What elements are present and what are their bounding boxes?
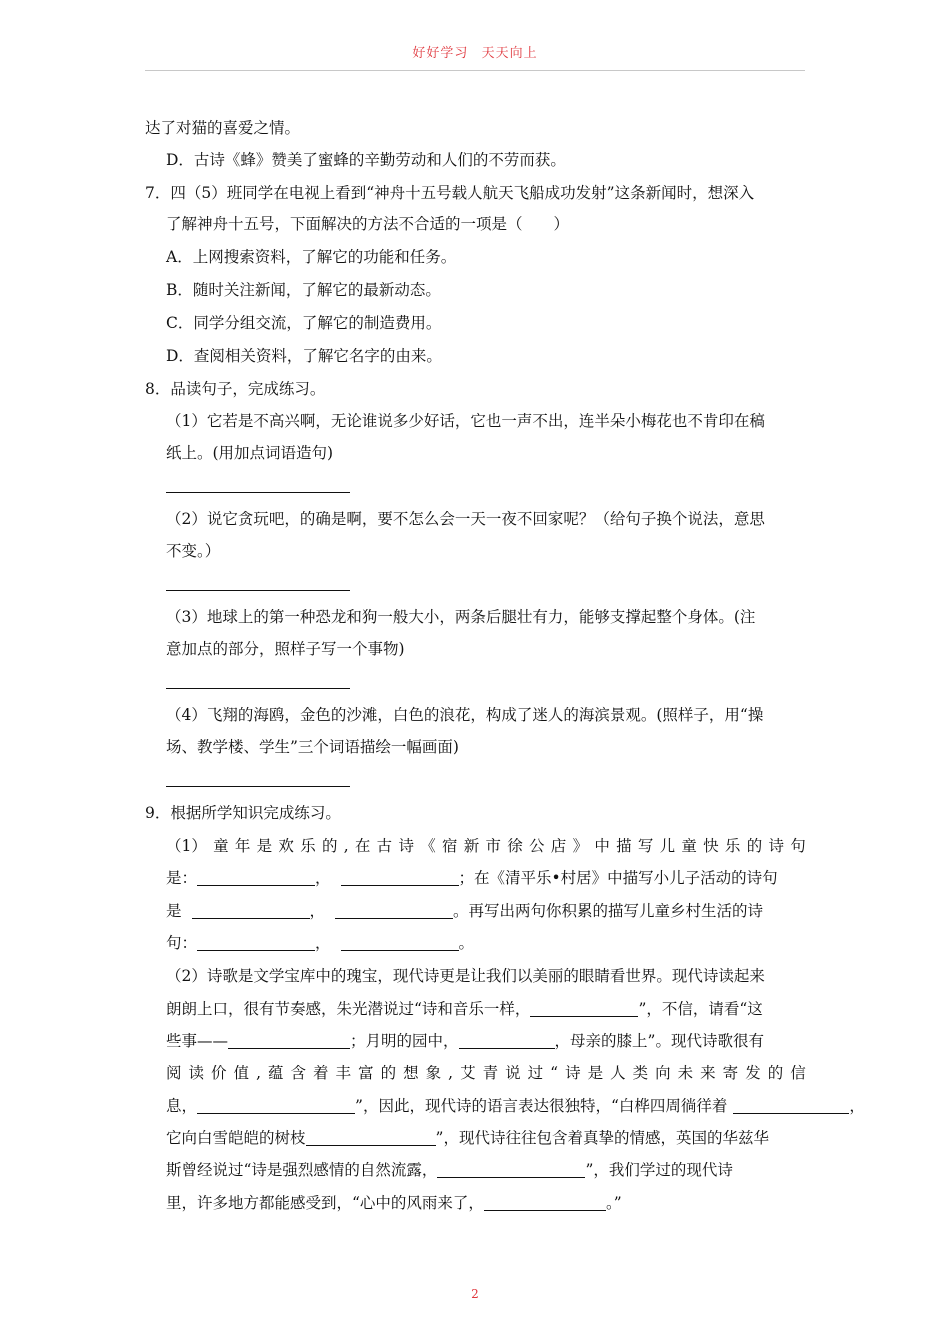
- justified-char: 寄: [722, 1064, 739, 1082]
- justified-char: 中: [594, 837, 610, 855]
- justified-char: 过: [527, 1064, 544, 1082]
- q9-part2-line3-mid: ；月明的园中，: [350, 1032, 459, 1050]
- q7-option-b: B．随时关注新闻，了解它的最新动态。: [166, 281, 441, 299]
- q9-part2-line5-mid: ”，因此，现代诗的语言表达很独特，“白桦四周徜徉着: [355, 1097, 728, 1115]
- q8-sentence4-line2: 场、教学楼、学生”三个词语描绘一幅画面): [166, 738, 459, 756]
- justified-char: 信: [790, 1064, 806, 1082]
- q9-blank-7[interactable]: [530, 1001, 638, 1017]
- justified-char: 想: [403, 1064, 419, 1082]
- justified-char: 诗: [398, 837, 414, 855]
- justified-char: ,: [256, 1064, 261, 1082]
- q8-sentence3-line2: 意加点的部分，照样子写一个事物): [166, 640, 405, 658]
- justified-char: 人: [610, 1064, 626, 1082]
- q9-part2-line3-end: ，母亲的膝上”。现代诗歌很有: [554, 1032, 764, 1050]
- q9-part1-line1: [166, 836, 806, 856]
- q9-part2-line8: [166, 1193, 622, 1213]
- q9-part2-line7-end: ”，我们学过的现代诗: [585, 1161, 733, 1179]
- justified-char: ,: [448, 1064, 454, 1082]
- justified-char: 公: [529, 837, 545, 855]
- q9-part2-line5-end: ，: [849, 1097, 865, 1115]
- q9-blank-4[interactable]: [335, 903, 453, 919]
- header-rule: [145, 70, 805, 71]
- justified-char: 《: [420, 837, 436, 855]
- q9-part1-line4: [166, 933, 474, 953]
- justified-char: 读: [188, 1064, 205, 1082]
- q9-part2-line4: [166, 1063, 806, 1083]
- justified-char: 市: [485, 837, 502, 855]
- q9-blank-11[interactable]: [733, 1098, 849, 1114]
- q8-sentence1-line1: （1）它若是不高兴啊，无论谁说多少好话，它也一声不出，连半朵小梅花也不肯印在稿: [166, 412, 765, 430]
- q9-blank-2[interactable]: [341, 870, 459, 886]
- justified-char: 快: [703, 837, 719, 855]
- q8-sentence2-line2: 不变。）: [166, 542, 221, 560]
- q9-part2-line2-text: 朗朗上口，很有节奏感，朱光潜说过“诗和音乐一样，: [166, 1000, 531, 1018]
- justified-char: 向: [655, 1064, 671, 1082]
- q9-part1-line2-comma: ，: [315, 869, 331, 887]
- justified-char: 说: [505, 1064, 521, 1082]
- justified-char: 乐: [724, 837, 741, 855]
- q9-part2-line5: [166, 1096, 865, 1116]
- q9-blank-6[interactable]: [341, 935, 459, 951]
- justified-char: ,: [343, 837, 349, 855]
- q9-part1-line2: [166, 868, 778, 888]
- justified-char: 含: [290, 1064, 307, 1082]
- q8-answer-line-3[interactable]: [166, 688, 350, 689]
- q9-part2-line8-end: 。”: [605, 1194, 622, 1212]
- q9-part2-line3: [166, 1031, 764, 1051]
- justified-char: 新: [463, 837, 480, 855]
- justified-char: 的: [746, 837, 763, 855]
- q7-stem-line2: 了解神舟十五号，下面解决的方法不合适的一项是（ ）: [166, 215, 570, 233]
- q9-part2-line6: [166, 1128, 769, 1148]
- justified-char: 未: [677, 1064, 694, 1082]
- justified-char: 富: [358, 1064, 374, 1082]
- q9-part1-line2-text: ；在《清平乐•村居》中描写小儿子活动的诗句: [458, 869, 778, 887]
- q9-blank-13[interactable]: [437, 1162, 585, 1178]
- justified-char: 儿: [659, 837, 676, 855]
- justified-char: 发: [745, 1064, 761, 1082]
- q8-answer-line-1[interactable]: [166, 492, 350, 493]
- justified-char: 阅: [166, 1064, 182, 1082]
- justified-char: 来: [700, 1064, 716, 1082]
- justified-char: 诗: [768, 837, 784, 855]
- justified-char: 在: [354, 837, 371, 855]
- q9-blank-5[interactable]: [197, 935, 315, 951]
- page-number: 2: [471, 1287, 479, 1301]
- q9-blank-8[interactable]: [228, 1033, 350, 1049]
- q9-part1-line4-comma: ，: [315, 934, 331, 952]
- q9-blank-14[interactable]: [484, 1195, 606, 1211]
- q9-blank-9[interactable]: [459, 1033, 555, 1049]
- justified-char: 青: [482, 1064, 499, 1082]
- justified-char: （1）: [166, 837, 207, 855]
- q7-stem-line1: 7．四（5）班同学在电视上看到“神舟十五号载人航天飞船成功发射”这条新闻时，想深入: [145, 184, 755, 202]
- justified-char: 宿: [441, 837, 458, 855]
- page-header: [0, 42, 950, 61]
- justified-char: 象: [425, 1064, 442, 1082]
- justified-char: 价: [211, 1064, 227, 1082]
- q9-part1-line3-text: 。再写出两句你积累的描写儿童乡村生活的诗: [453, 902, 764, 920]
- q6-option-d: D．古诗《蜂》赞美了蜜蜂的辛勤劳动和人们的不劳而获。: [166, 151, 566, 169]
- q9-part2-line6-end: ”，现代诗往往包含着真挚的情感，英国的华兹华: [435, 1129, 769, 1147]
- q7-option-c: C．同学分组交流，了解它的制造费用。: [166, 314, 442, 332]
- justified-char: 诗: [565, 1064, 581, 1082]
- q9-part2-line7: [166, 1160, 733, 1180]
- justified-char: 的: [321, 837, 338, 855]
- q9-part2-line5-prefix: 息，: [166, 1097, 198, 1115]
- q8-answer-line-2[interactable]: [166, 590, 350, 591]
- justified-char: 乐: [300, 837, 316, 855]
- justified-char: 古: [376, 837, 393, 855]
- q9-part2-line6-prefix: 它向白雪皑皑的树枝: [166, 1129, 306, 1147]
- q9-blank-12[interactable]: [306, 1130, 436, 1146]
- q9-blank-1[interactable]: [197, 870, 315, 886]
- q8-sentence4-line1: （4）飞翔的海鸥，金色的沙滩，白色的浪花，构成了迷人的海滨景观。(照样子，用“操: [166, 706, 764, 724]
- q9-part2-line8-prefix: 里，许多地方都能感受到，“心中的风雨来了，: [166, 1194, 484, 1212]
- header-left-text: 好好学习: [412, 46, 469, 61]
- justified-char: 描: [616, 837, 632, 855]
- q7-option-a: A．上网搜索资料，了解它的功能和任务。: [166, 248, 457, 266]
- justified-char: 句: [790, 837, 806, 855]
- q8-sentence1-line2: 纸上。(用加点词语造句): [166, 444, 334, 462]
- q9-part2-line2-end: ”，不信，请看“这: [638, 1000, 763, 1018]
- q8-title: 8．品读句子，完成练习。: [145, 380, 326, 398]
- justified-char: 类: [632, 1064, 649, 1082]
- justified-char: 值: [233, 1064, 250, 1082]
- header-right-text: 天天向上: [481, 46, 538, 61]
- justified-char: 是: [256, 837, 273, 855]
- justified-char: 写: [637, 837, 654, 855]
- justified-char: 店: [550, 837, 567, 855]
- q8-sentence2-line1: （2）说它贪玩吧，的确是啊，要不怎么会一天一夜不回家呢？（给句子换个说法，意思: [166, 510, 765, 528]
- q9-blank-3[interactable]: [192, 903, 310, 919]
- justified-char: “: [550, 1064, 559, 1082]
- justified-char: 是: [587, 1064, 604, 1082]
- justified-char: 艾: [460, 1064, 476, 1082]
- justified-char: 蕴: [268, 1064, 284, 1082]
- q9-part1-line4-end: 。: [458, 934, 475, 952]
- justified-char: 丰: [335, 1064, 352, 1082]
- q9-part1-line3-prefix: 是: [166, 902, 182, 920]
- justified-char: 的: [380, 1064, 397, 1082]
- q9-part1-line3: [166, 901, 763, 921]
- justified-char: 童: [213, 837, 229, 855]
- q9-title: 9．根据所学知识完成练习。: [145, 804, 341, 822]
- q9-part1-line4-prefix: 句：: [166, 934, 198, 952]
- q9-blank-10[interactable]: [197, 1098, 355, 1114]
- q8-answer-line-4[interactable]: [166, 786, 350, 787]
- q9-part2-line7-prefix: 斯曾经说过“诗是强烈感情的自然流露，: [166, 1161, 438, 1179]
- q9-part1-line2-prefix: 是：: [166, 869, 198, 887]
- justified-char: 徐: [507, 837, 523, 855]
- q9-part2-line3-prefix: 些事——: [166, 1032, 229, 1050]
- q9-part1-line3-comma: ，: [309, 902, 326, 920]
- justified-char: 着: [313, 1064, 329, 1082]
- q8-sentence3-line1: （3）地球上的第一种恐龙和狗一般大小，两条后腿壮有力，能够支撑起整个身体。(注: [166, 608, 756, 626]
- justified-char: 年: [234, 837, 251, 855]
- justified-char: 的: [767, 1064, 784, 1082]
- q6-option-c-tail: 达了对猫的喜爱之情。: [145, 119, 301, 137]
- q9-part2-line2: [166, 999, 763, 1019]
- justified-char: 欢: [278, 837, 294, 855]
- q7-option-d: D．查阅相关资料，了解它名字的由来。: [166, 347, 442, 365]
- q9-part2-line1: （2）诗歌是文学宝库中的瑰宝，现代诗更是让我们以美丽的眼睛看世界。现代诗读起来: [166, 967, 765, 985]
- justified-char: 童: [681, 837, 697, 855]
- justified-char: 》: [572, 837, 589, 855]
